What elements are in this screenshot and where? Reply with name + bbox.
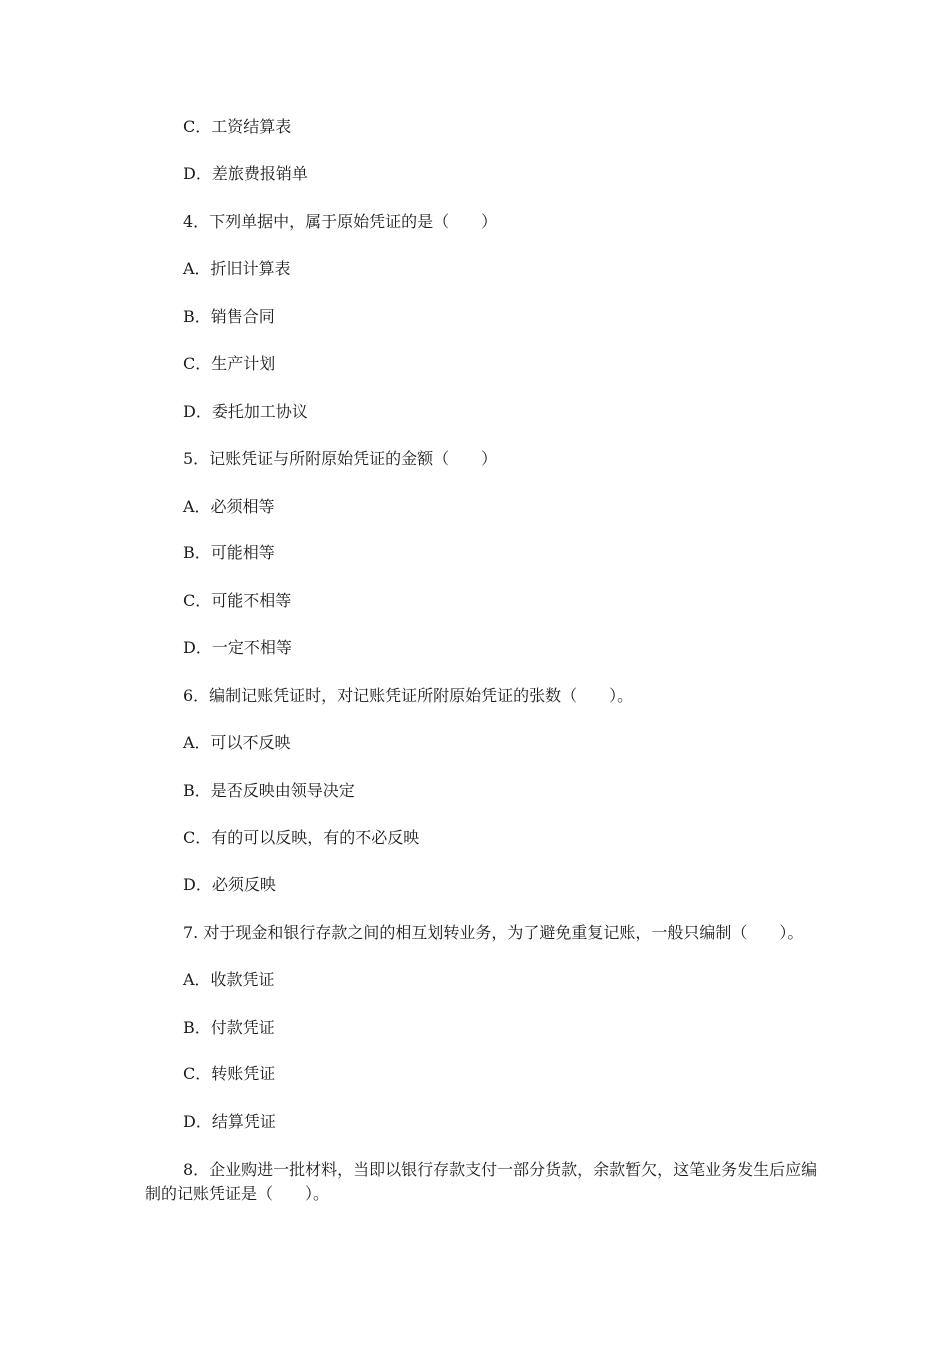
option-d-q3: D．差旅费报销单 <box>183 164 308 183</box>
option-b-q7: B．付款凭证 <box>183 1018 275 1037</box>
option-d-q5: D．一定不相等 <box>183 638 292 657</box>
option-a-q6: A．可以不反映 <box>183 733 291 752</box>
option-d-q6: D．必须反映 <box>183 875 276 894</box>
option-a-q4: A．折旧计算表 <box>183 259 291 278</box>
option-d-q7: D．结算凭证 <box>183 1112 276 1131</box>
option-a-q7: A．收款凭证 <box>183 970 275 989</box>
option-b-q4: B．销售合同 <box>183 307 275 326</box>
option-c-q3: C．工资结算表 <box>183 117 292 136</box>
option-c-q7: C．转账凭证 <box>183 1064 276 1083</box>
question-5: 5．记账凭证与所附原始凭证的金额（ ） <box>183 449 498 468</box>
option-d-q4: D．委托加工协议 <box>183 402 308 421</box>
option-b-q6: B．是否反映由领导决定 <box>183 781 355 800</box>
option-c-q4: C．生产计划 <box>183 354 276 373</box>
option-c-q5: C．可能不相等 <box>183 591 292 610</box>
question-6: 6．编制记账凭证时，对记账凭证所附原始凭证的张数（ ）。 <box>183 686 634 705</box>
question-7: 7. 对于现金和银行存款之间的相互划转业务，为了避免重复记账，一般只编制（ ）。 <box>183 923 804 942</box>
option-b-q5: B．可能相等 <box>183 543 275 562</box>
question-4: 4．下列单据中，属于原始凭证的是（ ） <box>183 212 498 231</box>
option-c-q6: C．有的可以反映，有的不必反映 <box>183 828 420 847</box>
question-8: 8．企业购进一批材料，当即以银行存款支付一部分货款，余款暂欠，这笔业务发生后应编制的记账凭证是（ ）。 <box>145 1160 818 1203</box>
option-a-q5: A．必须相等 <box>183 497 275 516</box>
